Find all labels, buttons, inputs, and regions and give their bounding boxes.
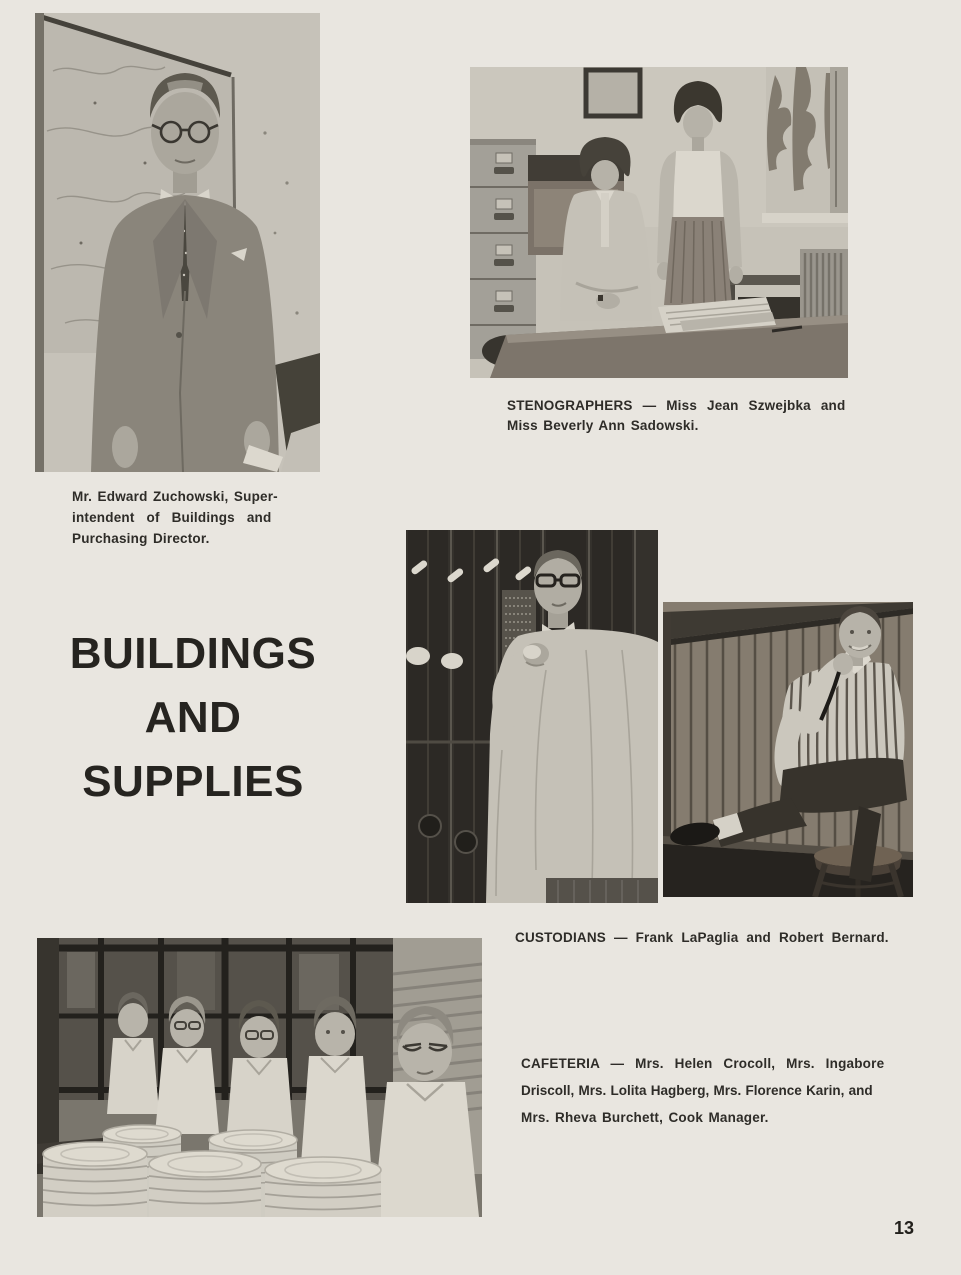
section-title <box>55 622 331 814</box>
photo-stenographers <box>470 67 848 378</box>
photo-cafeteria-staff <box>37 938 482 1217</box>
caption-line: intendent of Buildings and <box>72 510 272 525</box>
photo-custodian-lapaglia <box>406 530 658 903</box>
section-title-line: SUPPLIES <box>82 757 304 806</box>
page-number: 13 <box>894 1218 915 1238</box>
caption-custodians <box>515 929 889 947</box>
photo-stenographers-image <box>470 67 848 378</box>
caption-line: Mr. Edward Zuchowski, Super- <box>72 489 278 504</box>
caption-line: Miss Beverly Ann Sadowski. <box>507 417 699 433</box>
section-title-line: BUILDINGS <box>69 629 317 678</box>
caption-line: Driscoll, Mrs. Lolita Hagberg, Mrs. Florence Karin, and <box>521 1083 873 1098</box>
caption-stenographers <box>507 396 845 435</box>
caption-zuchowski <box>72 486 278 549</box>
photo-zuchowski-image <box>35 13 320 472</box>
photo-custodian-bernard <box>663 602 913 897</box>
section-title-line: AND <box>144 693 242 742</box>
caption-cafeteria <box>521 1050 884 1131</box>
photo-custodian-lapaglia-image <box>406 530 658 903</box>
photo-cafeteria-staff-image <box>37 938 482 1217</box>
caption-line: STENOGRAPHERS — Miss Jean Szwejbka and <box>507 398 846 413</box>
caption-line: CAFETERIA — Mrs. Helen Crocoll, Mrs. Ingabore <box>521 1056 885 1071</box>
photo-zuchowski <box>35 13 320 472</box>
photo-custodian-bernard-image <box>663 602 913 897</box>
caption-line: Mrs. Rheva Burchett, Cook Manager. <box>521 1110 769 1125</box>
caption-line: CUSTODIANS — Frank LaPaglia and Robert Bernard. <box>515 930 889 945</box>
caption-line: Purchasing Director. <box>72 531 210 546</box>
